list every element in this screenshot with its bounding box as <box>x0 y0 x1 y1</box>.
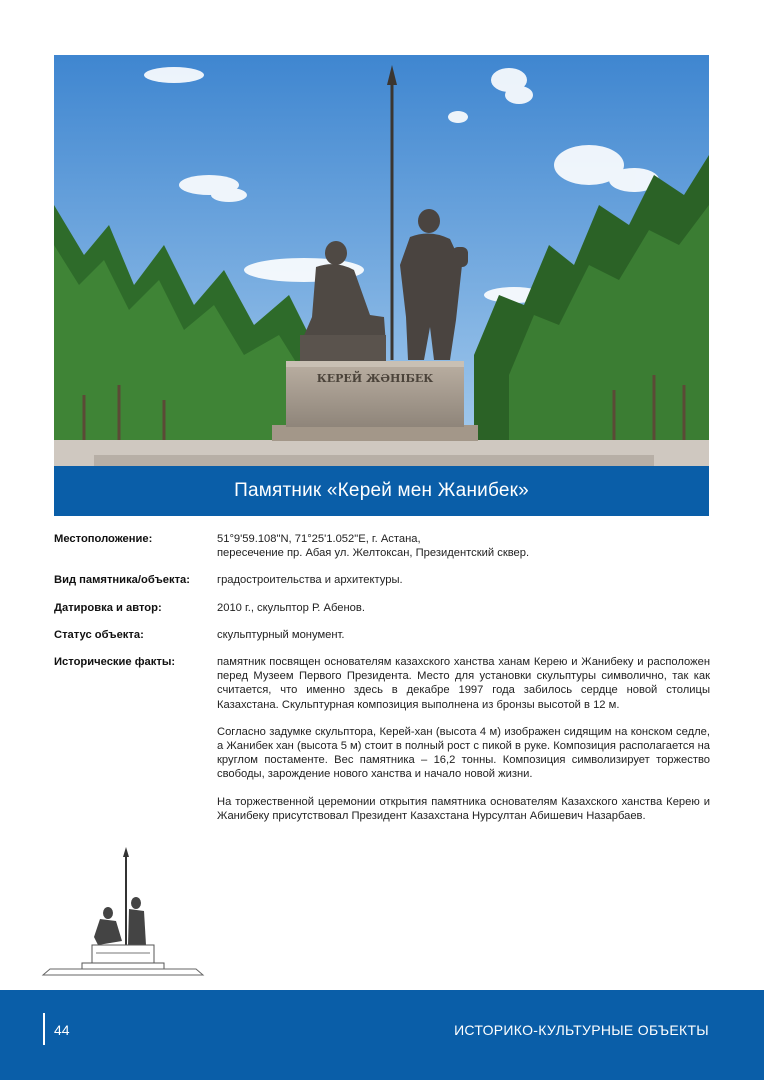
monument-sketch-icon <box>38 845 208 983</box>
fact-row-date-author <box>54 601 710 615</box>
fact-label: Вид памятника/объекта: <box>54 574 190 587</box>
fact-label: Датировка и автор: <box>54 601 162 614</box>
footer-divider <box>43 1013 45 1045</box>
monument-photo <box>54 55 709 466</box>
fact-row-type <box>54 573 710 587</box>
page-number: 44 <box>54 1022 70 1038</box>
fact-value: скульптурный монумент. <box>217 628 345 641</box>
monument-title: Памятник «Керей мен Жанибек» <box>54 466 709 516</box>
history-paragraph: Согласно задумке скульптора, Керей-хан (высота 4 м) изображен сидящим на конском седле, а Жанибек хан (высота 5 м) стоит в полный рост с пикой в руке. Композиция располагается на круглом постаменте. Вес памятника – 16,2 тонны. Композиция символизирует торжество свободы, зарождение нового ханства и начало новой жизни. <box>217 725 710 781</box>
fact-label: Статус объекта: <box>54 628 144 641</box>
location-line-2: пересечение пр. Абая ул. Желтоксан, Президентский сквер. <box>217 547 530 560</box>
fact-row-history <box>54 655 710 823</box>
fact-label: Исторические факты: <box>54 656 176 669</box>
fact-value <box>217 655 710 823</box>
history-paragraph: На торжественной церемонии открытия памятника основателям Казахского ханства Керею и Жанибеку присутствовал Президент Казахстана Нурсултан Абишевич Назарбаев. <box>217 795 710 822</box>
fact-row-location <box>54 532 710 560</box>
pedestal-inscription: КЕРЕЙ ЖӘНІБЕК <box>316 372 434 385</box>
fact-label: Местоположение: <box>54 533 153 545</box>
fact-row-status <box>54 628 710 642</box>
location-line-1: 51°9'59.108"N, 71°25'1.052"E, г. Астана, <box>217 533 421 545</box>
page-footer <box>0 990 764 1080</box>
history-paragraph: памятник посвящен основателям казахского ханства ханам Керею и Жанибеку и расположен перед Музеем Первого Президента. Место для установки скульптуры символично, так как считается, что именно здесь в декабре 1997 года забилось сердце новой столицы Казахстана. Скульптурная композиция выполнена из бронзы высотой в 12 м. <box>217 656 710 711</box>
fact-value: 2010 г., скульптор Р. Абенов. <box>217 601 365 614</box>
fact-value: градостроительства и архитектуры. <box>217 574 403 587</box>
section-title: ИСТОРИКО-КУЛЬТУРНЫЕ ОБЪЕКТЫ <box>454 1022 709 1038</box>
fact-value <box>217 532 710 560</box>
facts-table <box>54 532 710 836</box>
